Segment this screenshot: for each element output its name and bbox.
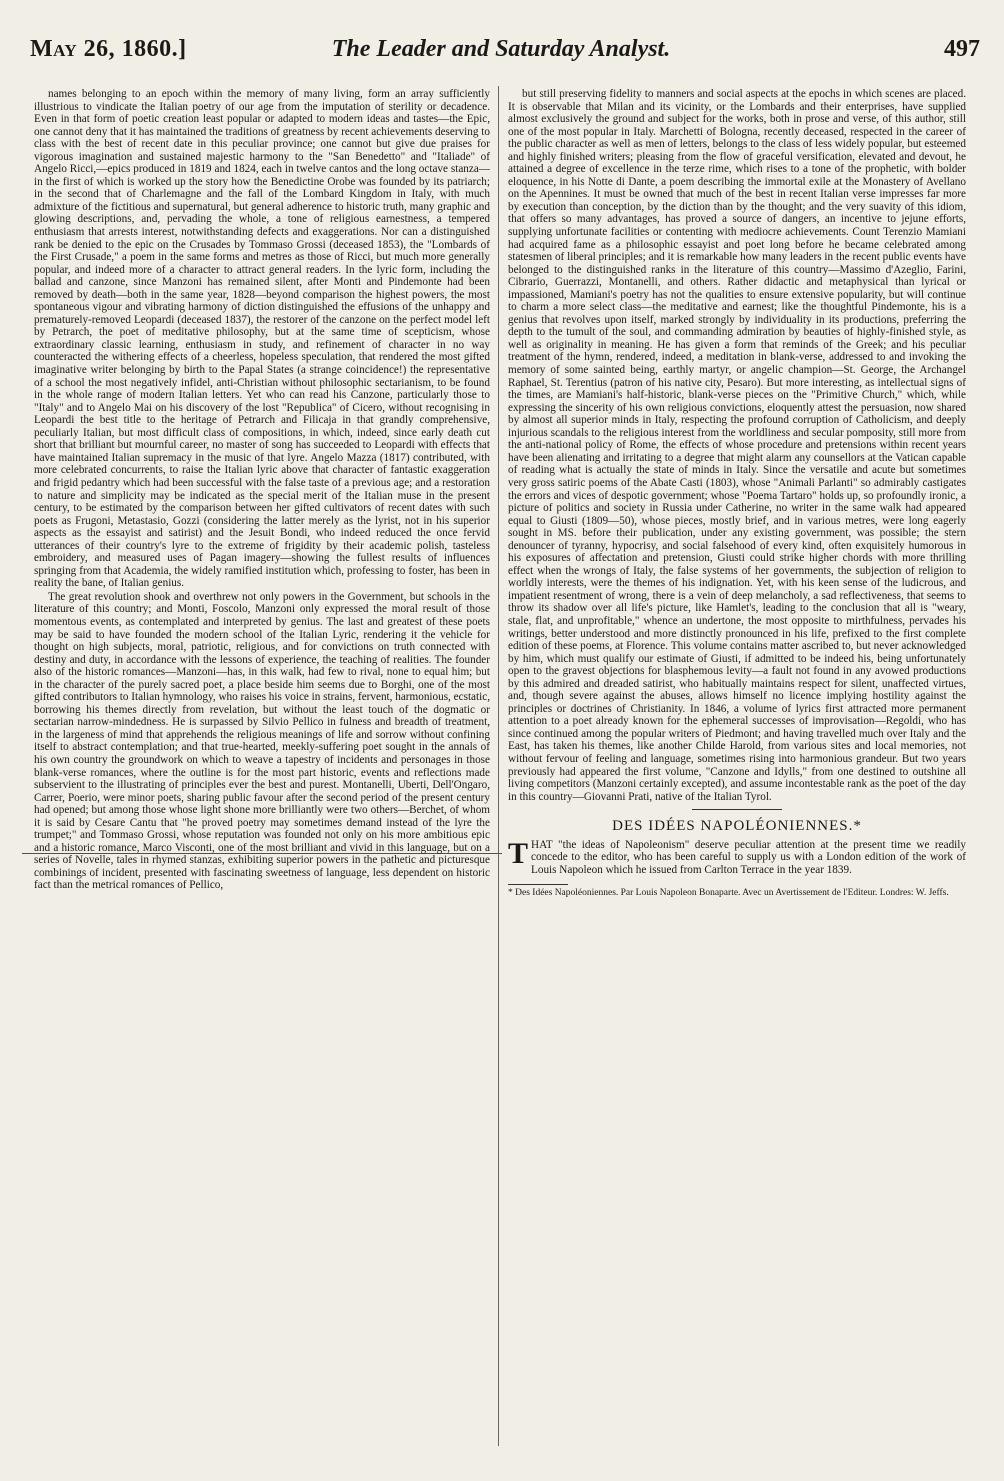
- article-body: HAT "the ideas of Napoleonism" deserve peculiar attention at the present time we readily concede to the editor, who has been careful to supply us with a London edition of the work of Louis Napoleon which he issued from Carlton Terrace in the year 1839.: [531, 838, 966, 876]
- page-header: [22, 36, 980, 68]
- right-column: [508, 88, 966, 1446]
- drop-cap: T: [508, 836, 529, 870]
- article-title: DES IDÉES NAPOLÉONIENNES.*: [612, 818, 862, 835]
- column-divider: [498, 86, 499, 1446]
- issue-date: May 26, 1860.]: [30, 36, 187, 62]
- right-paragraph-1: but still preserving fidelity to manners and social aspects at the epochs in which scenes are placed. It is observable that Milan and its vicinity, or the Lombards and their enterprises, have supplied almost exclusively the ground and subject for the works, both in prose and verse, of this author, still one of the most popular in Italy. Marchetti of Bologna, recently deceased, respected in the career of the public character as well as men of letters, belongs to the class of less widely popular, but esteemed and highly finished writers; pleasing from the flow of graceful versification, elevated and devout, he attained a degree of excellence in the terze rime, which rises to a tone of the prophetic, with bolder eloquence, in his Notte di Dante, a poem describing the immortal exile at the Monastery of Avellano on the Apennines. It must be owned that much of the best in recent Italian verse impresses far more by execution than conception, by the diction than by the thought; and the very suavity of this idiom, that offers so many advantages, has proved a source of dangers, an incentive to jejune efforts, supplying unfortunate facilities or contenting with mediocre achievements. Count Terenzio Mamiani had acquired fame as a philosophic essayist and poet long before he became celebrated among statesmen of liberal principles; and it is remarkable how many leaders in the recent public events have belonged to the distinguished ranks in the literature of this country—Massimo d'Azeglio, Farini, Cibrario, Guerrazzi, Montanelli, and others. Rather didactic and metaphysical than lyrical or impassioned, Mamiani's poetry has not the qualities to ensure extensive popularity, but will continue to charm a more select class—the meditative and earnest; like the thoughtful Pindemonte, his is a genius that revolves upon itself, marked strongly by individuality in its productions, preferring the depth to the tumult of the soul, and commanding admiration by beauties of highly-finished style, as well as originality in meaning. He has given a form that reminds of the Greek; and his peculiar treatment of the hymn, rendered, indeed, a meditation in blank-verse, addressed to and invoking the memory of some sainted being, earthly martyr, or angelic champion—St. George, the Archangel Raphael, St. Terentius (patron of his native city, Pesaro). But more interesting, as intellectual signs of the times, are Mamiani's half-historic, blank-verse pieces on the "Primitive Church," which, while expressing the sincerity of his own religious convictions, eloquently attest the persuasion, now shared by almost all superior minds in Italy, respecting the profound corruption of Catholicism, and deeply injurious scandals to the religious interest from the worldliness and secular pomposity, still more from the anti-national policy of Rome, the effects of whose procedure and pretensions within recent years have been alienating and irritating to a degree that might alarm any counsellors at the Vatican capable of reading what is actually the state of minds in Italy. Since the versatile and acute but sometimes very gross satiric poems of the Abate Casti (1803), whose "Animali Parlanti" so admirably castigates the errors and vices of despotic government; whose "Poema Tartaro" holds up, so profoundly ironic, a picture of politics and society in Russia under Catherine, no writer in the same walk had appeared equal to Giusti (1809—50), whose pieces, mostly brief, and in various metres, were long eagerly sought in MS. before their publication, under any existing government, was possible; the stern denouncer of tyranny, hypocrisy, and social falsehood of every kind, often exquisitely humorous in his exposures of affectation and pretension, Giusti could strike higher chords with more thrilling effect when the wrongs of Italy, the false systems of her governments, the subjection of religion to worldly interests, were the themes of his indignation. Yet, with his keen sense of the ludicrous, and impatient resentment of wrong, there is a vein of deep melancholy, a sad reflectiveness, that seems to throw its shadow over all life's picture, like Hamlet's, leading to the conclusion that all is "weary, stale, flat, and unprofitable," whence an undertone, the most opposite to mirthfulness, pervades his writings, better understood and more distinctly pronounced in his life, prefixed to the first complete edition of these poems, at Florence. This volume contains matter ascribed to, but never acknowledged by him, which must qualify our estimate of Giusti, if admitted to be indeed his, being unfortunately open to the gravest objections for blasphemous levity—a fault not found in any avowed productions by this admired and dreaded satirist, who habitually maintains respect for silent, unaffected virtues, and, though severe against the abuses, allows himself no licence implying hostility against the principles or doctrines of Christianity. In 1846, a volume of lyrics first attracted more permanent attention to a poet already known for the ephemeral successes of improvisation—Regoldi, who has since continued among the popular writers of Piedmont; and having travelled much over Italy and the East, has taken his themes, like another Childe Harold, from various sites and local memories, not without fervour of feeling and language, sometimes rising into harmonious grandeur. But two years previously had appeared the first volume, "Canzone and Idylls," from one destined to outshine all living competitors (Manzoni certainly excepted), and assume incontestable rank as the poet of the day in this country—Giovanni Prati, native of the Italian Tyrol.: [508, 88, 966, 803]
- article-end-rule: [692, 809, 782, 810]
- page-number: 497: [944, 36, 980, 62]
- left-paragraph-2: The great revolution shook and overthrew not only powers in the Government, but schools in the literature of this country; and Monti, Foscolo, Manzoni only expressed the moral result of those momentous events, as contemplated and interpreted by genius. The last and greatest of these poets may be said to have founded the modern school of the Italian Lyric, rendering it the vehicle for thought on high subjects, moral, patriotic, religious, and for convictions on truth connected with destiny and duty, in accordance with the lessons of experience, the teaching of realities. The founder also of the historic romances—Manzoni—has, in this walk, had few to rival, none to equal him; but in the character of the purely sacred poet, a place beside him seems due to Borghi, one of the most gifted contributors to Italian hymnology, who raises his voice in strains, fervent, harmonious, ecstatic, borrowing his themes directly from revelation, but without the least touch of the dogmatic or sectarian narrow-mindedness. He is surpassed by Silvio Pellico in fulness and breadth of treatment, in the largeness of mind that apprehends the religious meanings of life and sorrow without confining itself to abstract contemplation; and that true-hearted, meekly-suffering poet sought in the annals of his own country the groundwork on which to weave a tapestry of incidents and personages in those blank-verse romances, where the outline is for the most part historic, events and reflections made subservient to the illustrating of principles ever the best and purest. Montanelli, Uberti, Dell'Ongaro, Carrer, Poerio, were minor poets, sharing public favour after the second period of the present century had opened; but among those whose light shone more brilliantly were two others—Berchet, of whom it is said by Cesare Cantu that "he proved poetry may sometimes demand instead of the lyre the trumpet;" and Tommaso Grossi, whose reputation was founded not only on his more ambitious epic and a historic romance, Marco Visconti, one of the most brilliant and vivid in this language, but on a series of Novelle, tales in rhymed stanzas, exhibiting superior powers in the pathetic and picturesque combinings of incident, presented with fascinating sweetness of language, less dependent on historic fact than the metrical romances of Pellico,: [34, 590, 490, 892]
- footnote-rule: [508, 884, 568, 885]
- footnote: * Des Idées Napoléoniennes. Par Louis Napoleon Bonaparte. Avec un Avertissement de l'Editeur. Londres: W. Jeffs.: [508, 888, 949, 899]
- left-column: [34, 88, 490, 1446]
- publication-title: The Leader and Saturday Analyst.: [331, 36, 671, 62]
- left-paragraph-1: names belonging to an epoch within the memory of many living, form an array sufficiently illustrious to vindicate the Italian poetry of our age from the imputation of sterility or decadence. Even in that form of poetic creation least popular or adapted to modern ideas and tastes—the Epic, one cannot deny that it has maintained the traditions of greatness by recent achievements deserving to class with the best of recent date in this peculiar province; one cannot but give due praises for vigorous imagination and sustained majestic harmony to the "San Benedetto" and "Italiade" of Angelo Ricci,—epics produced in 1819 and 1824, each in twelve cantos and the long octave stanza—in the first of which is worked up the story how the Benedictine Orobe was founded by its patriarch; in the second that of Charlemagne and the fall of the Lombard Kingdom in Italy, with much admixture of the fictitious and supernatural, but general adherence to historic truth, many graphic and glowing descriptions, and, pervading the whole, a tone of religious earnestness, a tempered enthusiasm that arrests interest, notwithstanding defects and exaggerations. Nor can a distinguished rank be denied to the epic on the Crusades by Tommaso Grossi (deceased 1853), the "Lombards of the First Crusade," a poem in the same forms and metres as those of Ricci, but much more generally popular, and indeed more of a character to attract general readers. In the lyric form, including the ballad and canzone, since Manzoni has remained silent, after Monti and Pindemonte had been removed by death—both in the same year, 1828—beyond comparison the highest powers, the most spontaneous vigour and vibrating harmony of diction distinguished the effusions of the unhappy and prematurely-removed Leopardi (deceased 1837), the restorer of the canzone on the perfect model left by Petrarch, the poet of meditative philosophy, but at the same time of scepticism, whose extraordinary classic learning, enthusiasm in study, and refinement of character in no way counteracted the withering effects of a cheerless, hopeless speculation, that rendered the most gifted imaginative writer belonging by birth to the Papal States (a strange coincidence!) the representative of a school the most negatively infidel, anti-Christian without philosophic sectarianism, to be found in the whole range of modern Italian letters. Yet who can read his Canzone, particularly those to "Italy" and to Angelo Mai on his discovery of the lost "Republica" of Cicero, without recognising in Leopardi the best title to the heritage of Petrarch and Filicaja in that grandly comprehensive, peculiarly Italian, but most difficult class of compositions, in which, indeed, since early death cut short that brilliant but mournful career, no master of song has succeeded to Leopardi with effects that have maintained Italian supremacy in the music of that lyre. Angelo Mazza (1817) contributed, with more celebrated concurrents, to raise the Italian lyric above that character of fantastic exaggeration and frigid pedantry which had been successful with the false taste of a previous age; and a restoration to nature and simplicity may be indicated as the special merit of the Italian muse in the present century, to be estimated by the comparison between her gifted cultivators of recent dates with such poets as Frugoni, Metastasio, Gozzi (considering the latter merely as the lyrist, not in his superior aspects as the essayist and satirist) and the Jesuit Bondi, who indeed reduced the once fervid utterances of their country's lyre to the extreme of frigidity by their academic polish, tasteless embroidery, and measured uses of Pagan imagery—showing the fullest results of influences springing from that Academia, the widely ramified institution which, professing to foster, has been in reality the bane, of Italian genius.: [34, 88, 490, 590]
